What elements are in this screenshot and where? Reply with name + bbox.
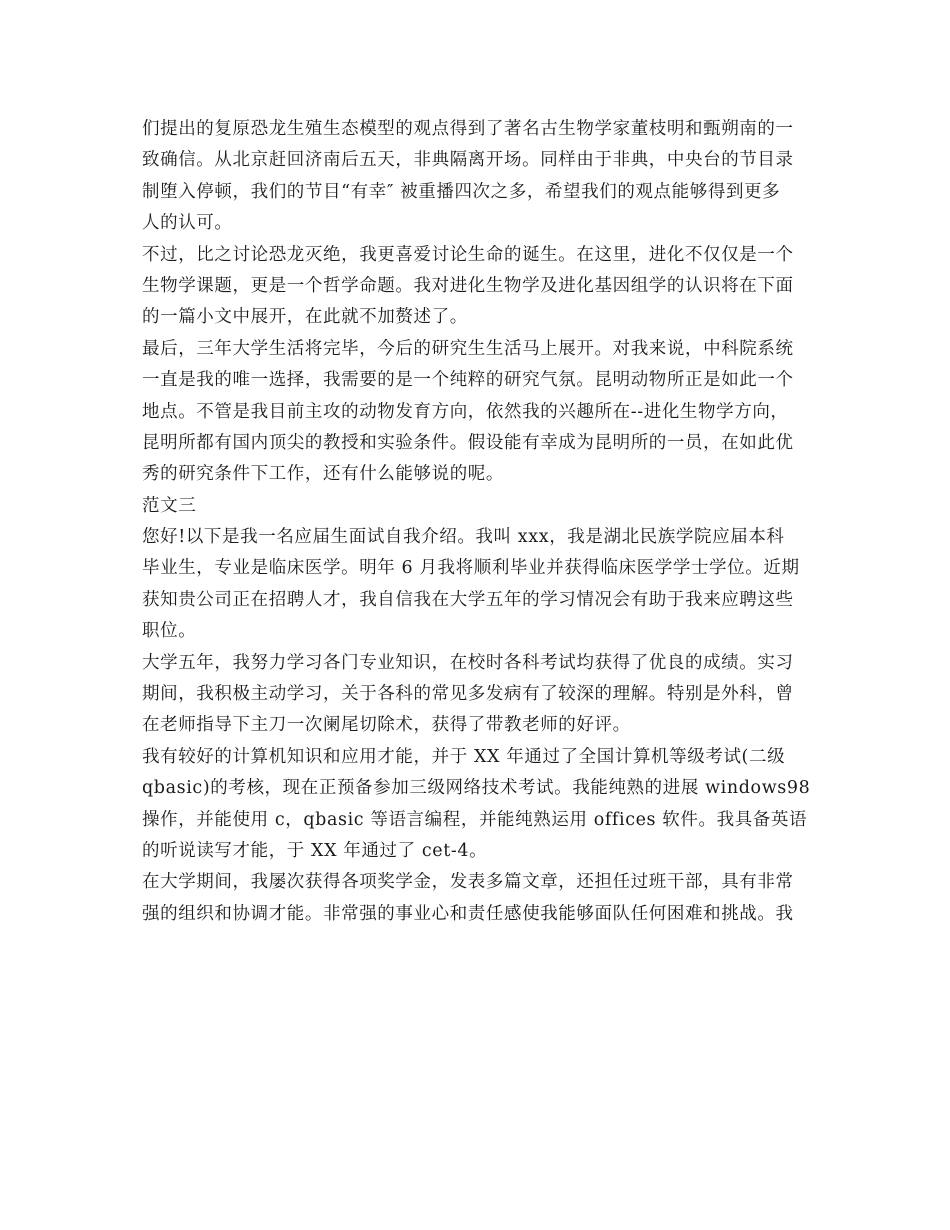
text-line: 期间，我积极主动学习，关于各科的常见多发病有了较深的理解。特别是外科，曾	[142, 684, 794, 705]
text-line: 昆明所都有国内顶尖的教授和实验条件。假设能有幸成为昆明所的一员，在如此优	[142, 432, 794, 453]
text-line: 在大学期间，我屡次获得各项奖学金，发表多篇文章，还担任过班干部，具有非常	[142, 872, 794, 893]
text-line: 您好!以下是我一名应届生面试自我介绍。我叫 xxx，我是湖北民族学院应届本科	[142, 527, 785, 548]
text-line: 致确信。从北京赶回济南后五天，非典隔离开场。同样由于非典，中央台的节目录	[142, 150, 794, 171]
text-line: 职位。	[142, 621, 197, 642]
text-line: 操作，并能使用 c，qbasic 等语言编程，并能纯熟运用 offices 软件。我具备英语	[142, 809, 808, 830]
section-heading: 范文三	[142, 495, 197, 516]
text-line: 最后，三年大学生活将完毕，今后的研究生生活马上展开。对我来说，中科院系统	[142, 338, 794, 359]
text-line: qbasic)的考核，现在正预备参加三级网络技术考试。我能纯熟的进展 windows98	[142, 778, 811, 799]
text-line: 的一篇小文中展开，在此就不加赘述了。	[142, 307, 468, 328]
text-line: 制堕入停顿，我们的节目“有幸″ 被重播四次之多，希望我们的观点能够得到更多	[142, 181, 781, 202]
text-line: 们提出的复原恐龙生殖生态模型的观点得到了著名古生物学家董枝明和甄朔南的一	[142, 119, 794, 139]
text-line: 获知贵公司正在招聘人才，我自信我在大学五年的学习情况会有助于我来应聘这些	[142, 589, 794, 610]
text-line: 我有较好的计算机知识和应用才能，并于 XX 年通过了全国计算机等级考试(二级	[142, 746, 786, 767]
text-line: 秀的研究条件下工作，还有什么能够说的呢。	[142, 464, 504, 485]
text-line: 地点。不管是我目前主攻的动物发育方向，依然我的兴趣所在--进化生物学方向，	[142, 401, 789, 422]
text-line: 的听说读写才能，于 XX 年通过了 cet-4。	[142, 840, 488, 861]
text-line: 强的组织和协调才能。非常强的事业心和责任感使我能够面队任何困难和挑战。我	[142, 903, 794, 924]
text-line: 毕业生，专业是临床医学。明年 6 月我将顺利毕业并获得临床医学学士学位。近期	[142, 558, 800, 579]
text-line: 一直是我的唯一选择，我需要的是一个纯粹的研究气氛。昆明动物所正是如此一个	[142, 370, 794, 391]
text-line: 大学五年，我努力学习各门专业知识，在校时各科考试均获得了优良的成绩。实习	[142, 652, 794, 673]
text-line: 生物学课题，更是一个哲学命题。我对进化生物学及进化基因组学的认识将在下面	[142, 275, 794, 296]
text-line: 人的认可。	[142, 213, 233, 234]
document-body	[142, 114, 812, 930]
text-line: 不过，比之讨论恐龙灭绝，我更喜爱讨论生命的诞生。在这里，进化不仅仅是一个	[142, 244, 794, 265]
text-line: 在老师指导下主刀一次阑尾切除术，获得了带教老师的好评。	[142, 715, 631, 736]
